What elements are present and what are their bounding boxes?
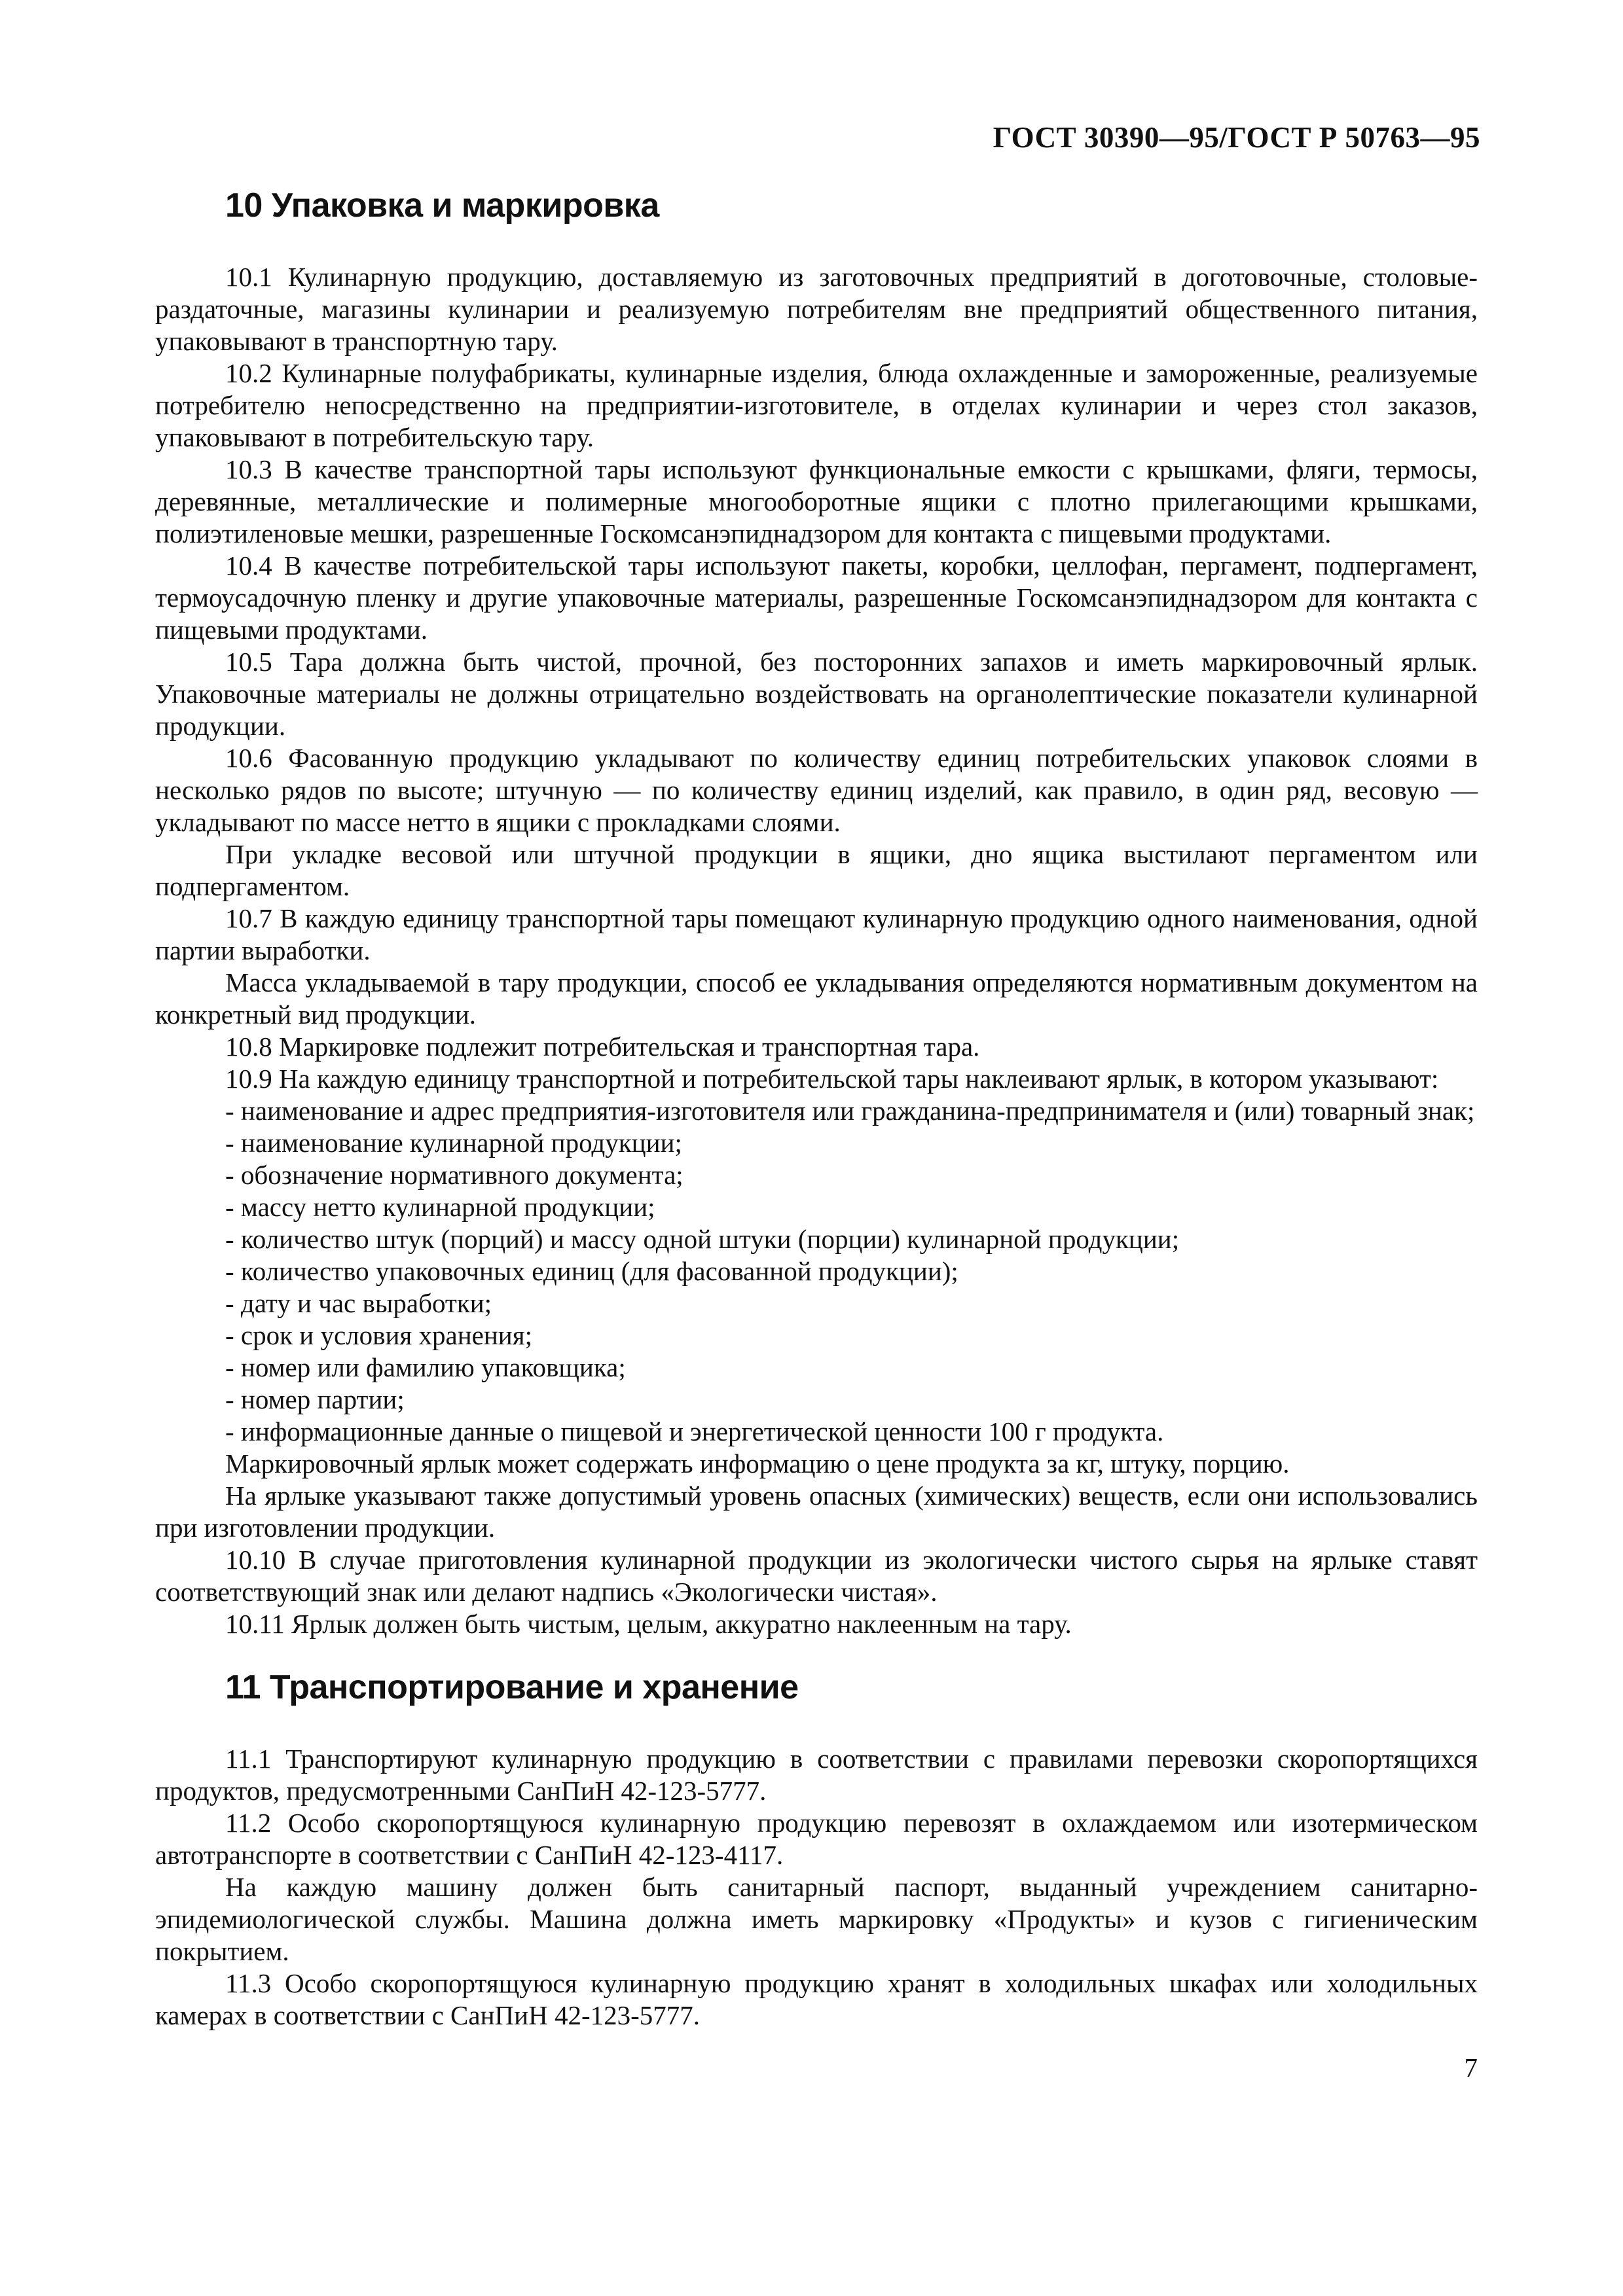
paragraph-10-5: 10.5 Тара должна быть чистой, прочной, без посторонних запахов и иметь маркировочный ярлык. Упаковочные материалы не должны отрицательно воздействовать на органолептические показатели кулинарной продукции. <box>155 647 1478 741</box>
paragraph-11-3: 11.3 Особо скоропортящуюся кулинарную продукцию хранят в холодильных шкафах или холодильных камерах в соответствии с СанПиН 42-123-5777. <box>155 1968 1478 2030</box>
label-list-item: - количество штук (порций) и массу одной штуки (порции) кулинарной продукции; <box>225 1224 1180 1254</box>
paragraph-hazard-info: На ярлыке указывают также допустимый уровень опасных (химических) веществ, если они использовались при изготовлении продукции. <box>155 1480 1478 1543</box>
paragraph-10-1: 10.1 Кулинарную продукцию, доставляемую из заготовочных предприятий в доготовочные, столовые-раздаточные, магазины кулинарии и реализуемую потребителям вне предприятий общественного питания, упаковывают в транспортную тару. <box>155 262 1478 356</box>
paragraph-10-6: 10.6 Фасованную продукцию укладывают по количеству единиц потребительских упаковок слоями в несколько рядов по высоте; штучную — по количеству единиц изделий, как правило, в один ряд, весовую — укладывают по массе нетто в ящики с прокладками слоями. <box>155 743 1478 837</box>
paragraph-10-6-note: При укладке весовой или штучной продукции в ящики, дно ящика выстилают пергаментом или подпергаментом. <box>155 839 1478 901</box>
paragraph-11-2: 11.2 Особо скоропортящуюся кулинарную продукцию перевозят в охлаждаемом или изотермическом автотранспорте в соответствии с СанПиН 42-123-4117. <box>155 1808 1478 1870</box>
paragraph-10-7: 10.7 В каждую единицу транспортной тары помещают кулинарную продукцию одного наименования, одной партии выработки. <box>155 903 1478 965</box>
paragraph-10-11: 10.11 Ярлык должен быть чистым, целым, аккуратно наклеенным на тару. <box>225 1609 1072 1639</box>
label-list-item: - количество упаковочных единиц (для фасованной продукции); <box>225 1256 958 1286</box>
label-list-item: - наименование и адрес предприятия-изготовителя или гражданина-предпринимателя и (или) товарный знак; <box>225 1096 1475 1126</box>
paragraph-10-10: 10.10 В случае приготовления кулинарной продукции из экологически чистого сырья на ярлыке ставят соответствующий знак или делают надпись «Экологически чистая». <box>155 1545 1478 1607</box>
paragraph-11-2-note: На каждую машину должен быть санитарный паспорт, выданный учреждением санитарно-эпидемиологической службы. Машина должна иметь маркировку «Продукты» и кузов с гигиеническим покрытием. <box>155 1872 1478 1966</box>
document-code-header: ГОСТ 30390—95/ГОСТ Р 50763—95 <box>993 121 1480 154</box>
label-list-item: - дату и час выработки; <box>225 1288 492 1318</box>
paragraph-10-9: 10.9 На каждую единицу транспортной и потребительской тары наклеивают ярлык, в котором указывают: <box>225 1064 1439 1094</box>
paragraph-11-1: 11.1 Транспортируют кулинарную продукцию в соответствии с правилами перевозки скоропортящихся продуктов, предусмотренными СанПиН 42-123-5777. <box>155 1744 1478 1806</box>
paragraph-price-info: Маркировочный ярлык может содержать информацию о цене продукта за кг, штуку, порцию. <box>225 1448 1290 1479</box>
paragraph-10-4: 10.4 В качестве потребительской тары используют пакеты, коробки, целлофан, пергамент, подпергамент, термоусадочную пленку и другие упаковочные материалы, разрешенные Госкомсанэпиднадзором для контакта с пищевыми продуктами. <box>155 550 1478 645</box>
section-11-heading: 11 Транспортирование и хранение <box>225 1668 799 1706</box>
paragraph-10-3: 10.3 В качестве транспортной тары используют функциональные емкости с крышками, фляги, термосы, деревянные, металлические и полимерные многооборотные ящики с плотно прилегающими крышками, полиэтиленовые мешки, разрешенные Госкомсанэпиднадзором для контакта с пищевыми продуктами. <box>155 454 1478 548</box>
label-list-item: - массу нетто кулинарной продукции; <box>225 1192 655 1222</box>
label-list-item: - наименование кулинарной продукции; <box>225 1128 682 1158</box>
label-list-item: - номер партии; <box>225 1384 405 1414</box>
label-list-item: - номер или фамилию упаковщика; <box>225 1352 626 1382</box>
label-list-item: - информационные данные о пищевой и энергетической ценности 100 г продукта. <box>225 1416 1164 1446</box>
page-number: 7 <box>1464 2053 1478 2083</box>
paragraph-10-7-note: Масса укладываемой в тару продукции, способ ее укладывания определяются нормативным документом на конкретный вид продукции. <box>155 967 1478 1030</box>
section-10-heading: 10 Упаковка и маркировка <box>225 187 659 224</box>
document-body <box>155 187 1478 2032</box>
paragraph-10-2: 10.2 Кулинарные полуфабрикаты, кулинарные изделия, блюда охлажденные и замороженные, реализуемые потребителю непосредственно на предприятии-изготовителе, в отделах кулинарии и через стол заказов, упаковывают в потребительскую тару. <box>155 358 1478 452</box>
paragraph-10-8: 10.8 Маркировке подлежит потребительская и транспортная тара. <box>225 1031 980 1062</box>
label-list-item: - срок и условия хранения; <box>225 1320 532 1350</box>
label-list-item: - обозначение нормативного документа; <box>225 1160 684 1190</box>
